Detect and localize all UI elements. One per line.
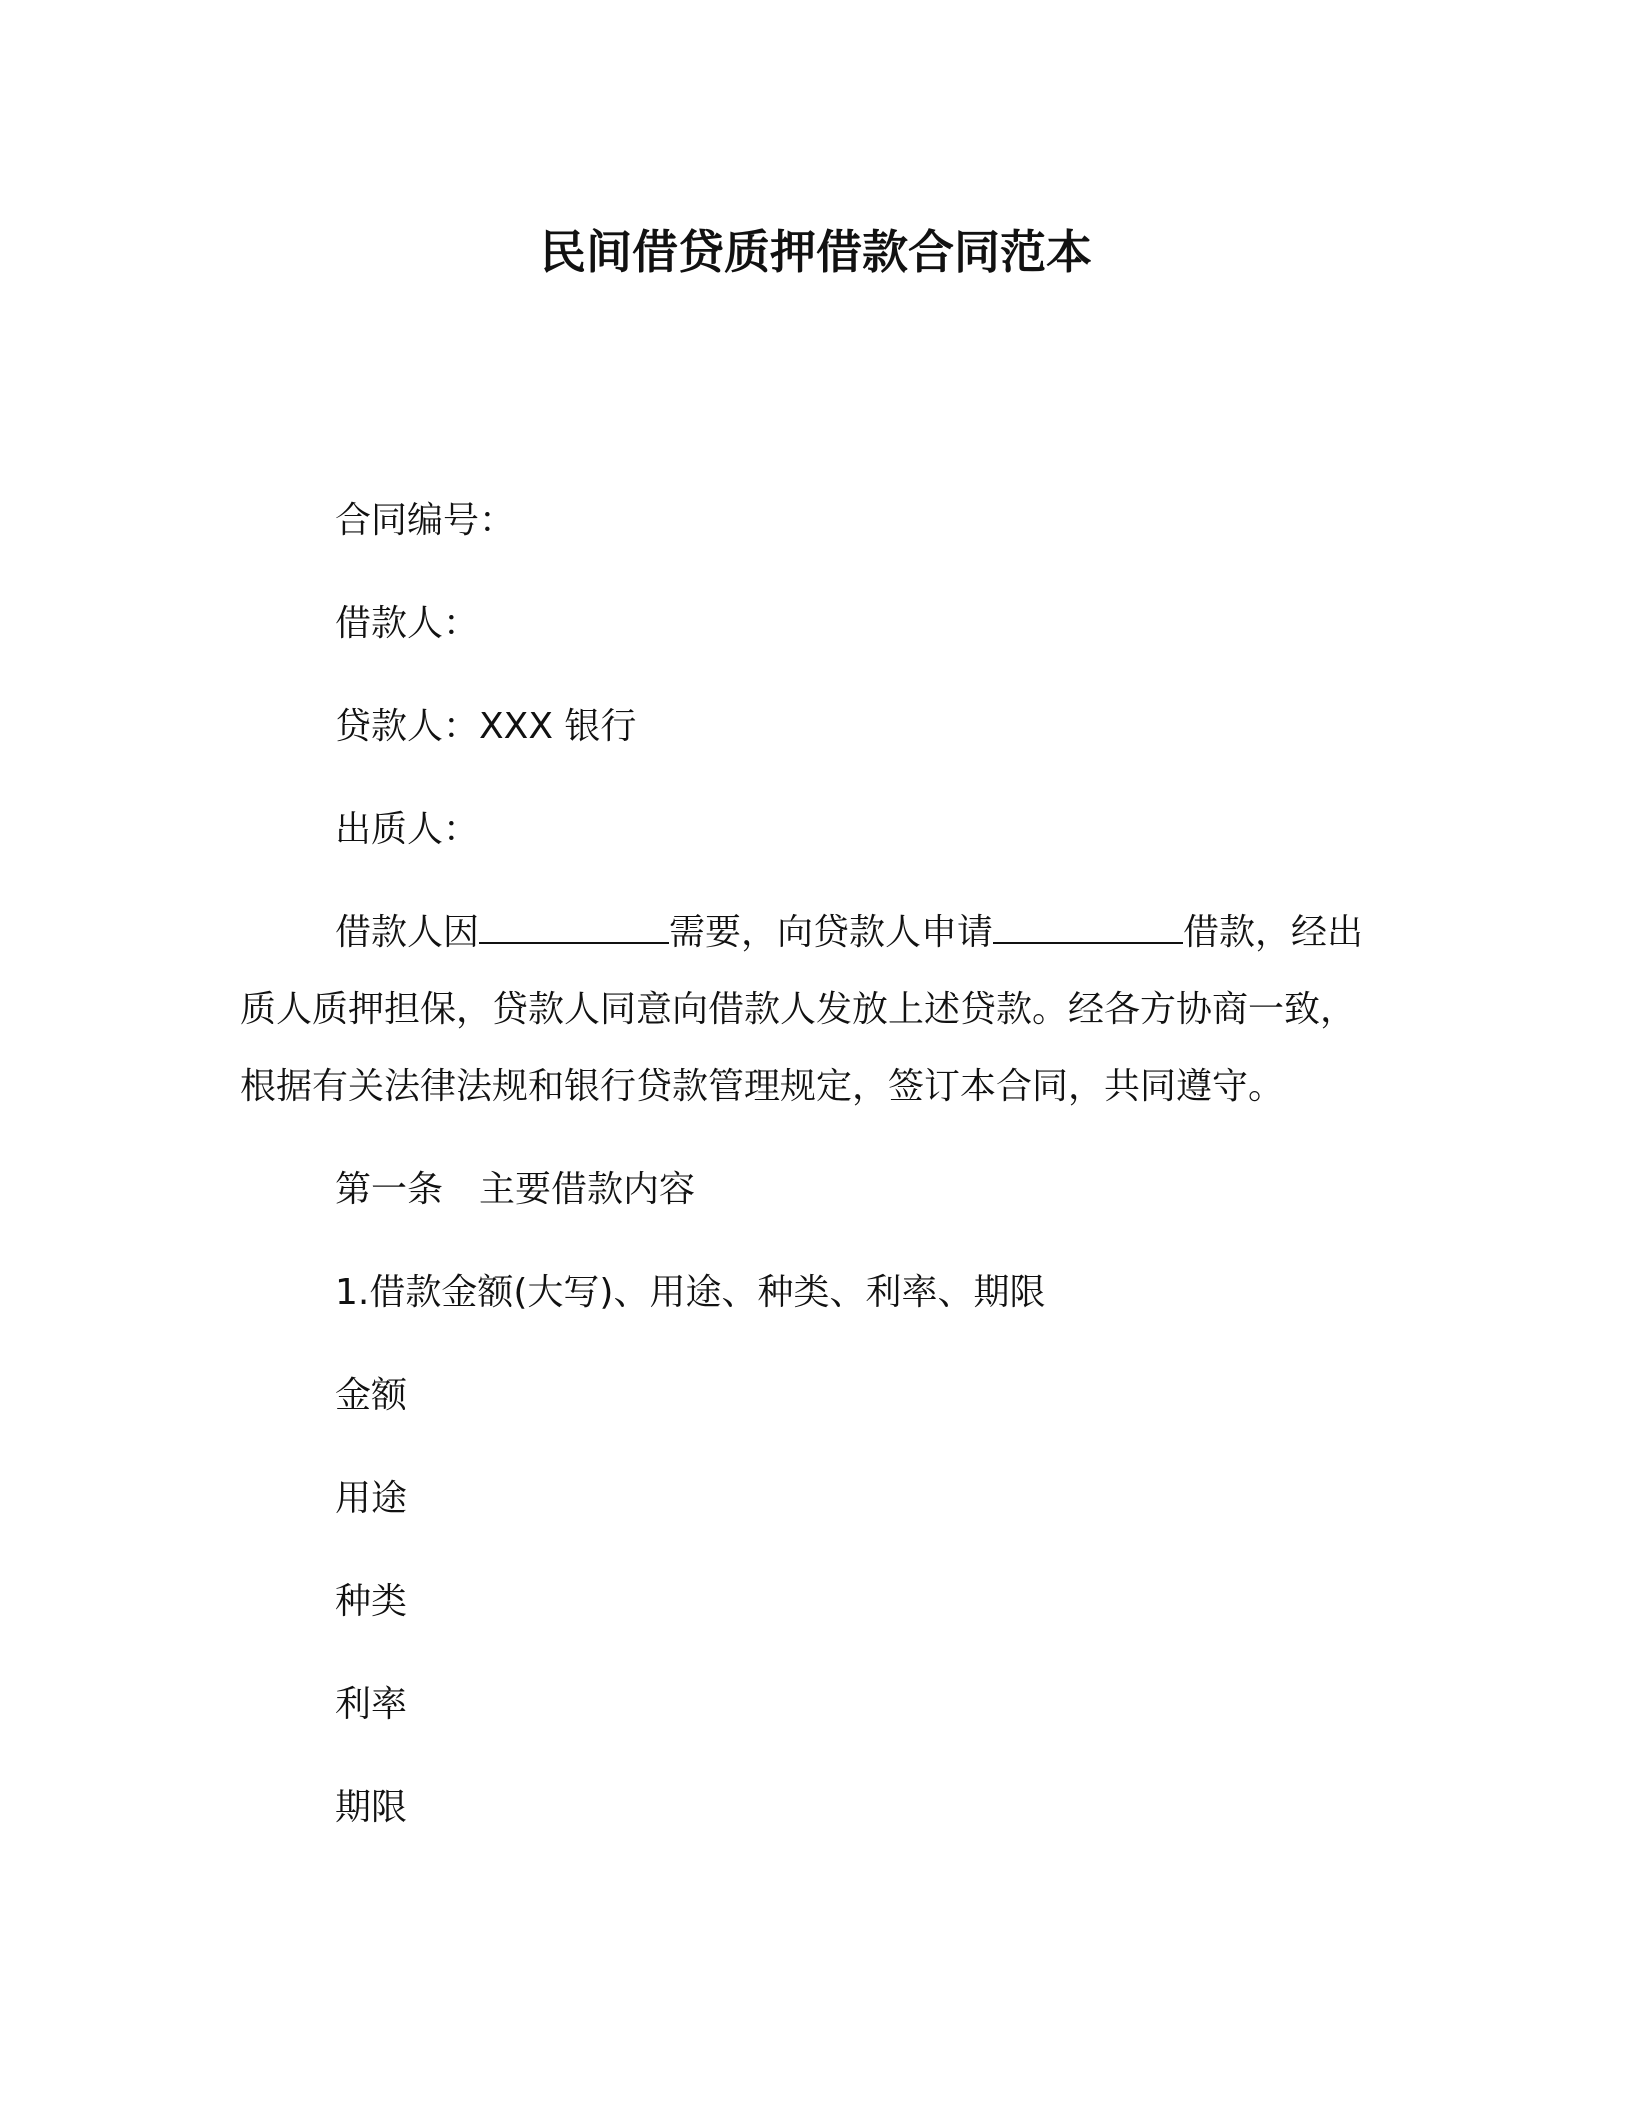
intro-text-part-1: 借款人因 bbox=[335, 912, 480, 953]
intro-line-1 bbox=[335, 909, 1363, 957]
label-amount: 金额 bbox=[335, 1375, 408, 1416]
document-title: 民间借贷质押借款合同范本 bbox=[540, 225, 1092, 279]
label-type: 种类 bbox=[335, 1581, 408, 1622]
lender-field: 贷款人：XXX 银行 bbox=[335, 706, 637, 747]
contract-number-field: 合同编号： bbox=[335, 500, 516, 541]
label-interest-rate: 利率 bbox=[335, 1684, 408, 1725]
borrower-field: 借款人： bbox=[335, 603, 480, 644]
intro-text-part-3: 借款，经出 bbox=[1183, 912, 1364, 953]
label-purpose: 用途 bbox=[335, 1478, 408, 1519]
article-1-title: 主要借款内容 bbox=[479, 1169, 696, 1210]
label-term: 期限 bbox=[335, 1787, 408, 1828]
intro-line-3: 根据有关法律法规和银行贷款管理规定，签订本合同，共同遵守。 bbox=[240, 1066, 1285, 1107]
loan-type-blank bbox=[993, 912, 1183, 944]
pledgor-field: 出质人： bbox=[335, 809, 480, 850]
intro-text-part-2: 需要，向贷款人申请 bbox=[669, 912, 994, 953]
article-1-number: 第一条 bbox=[335, 1169, 444, 1210]
article-1-item-1: 1.借款金额(大写)、用途、种类、利率、期限 bbox=[335, 1272, 1046, 1313]
article-1-heading bbox=[335, 1166, 695, 1214]
purpose-blank bbox=[479, 912, 669, 944]
intro-line-2: 质人质押担保，贷款人同意向借款人发放上述贷款。经各方协商一致， bbox=[240, 989, 1357, 1030]
